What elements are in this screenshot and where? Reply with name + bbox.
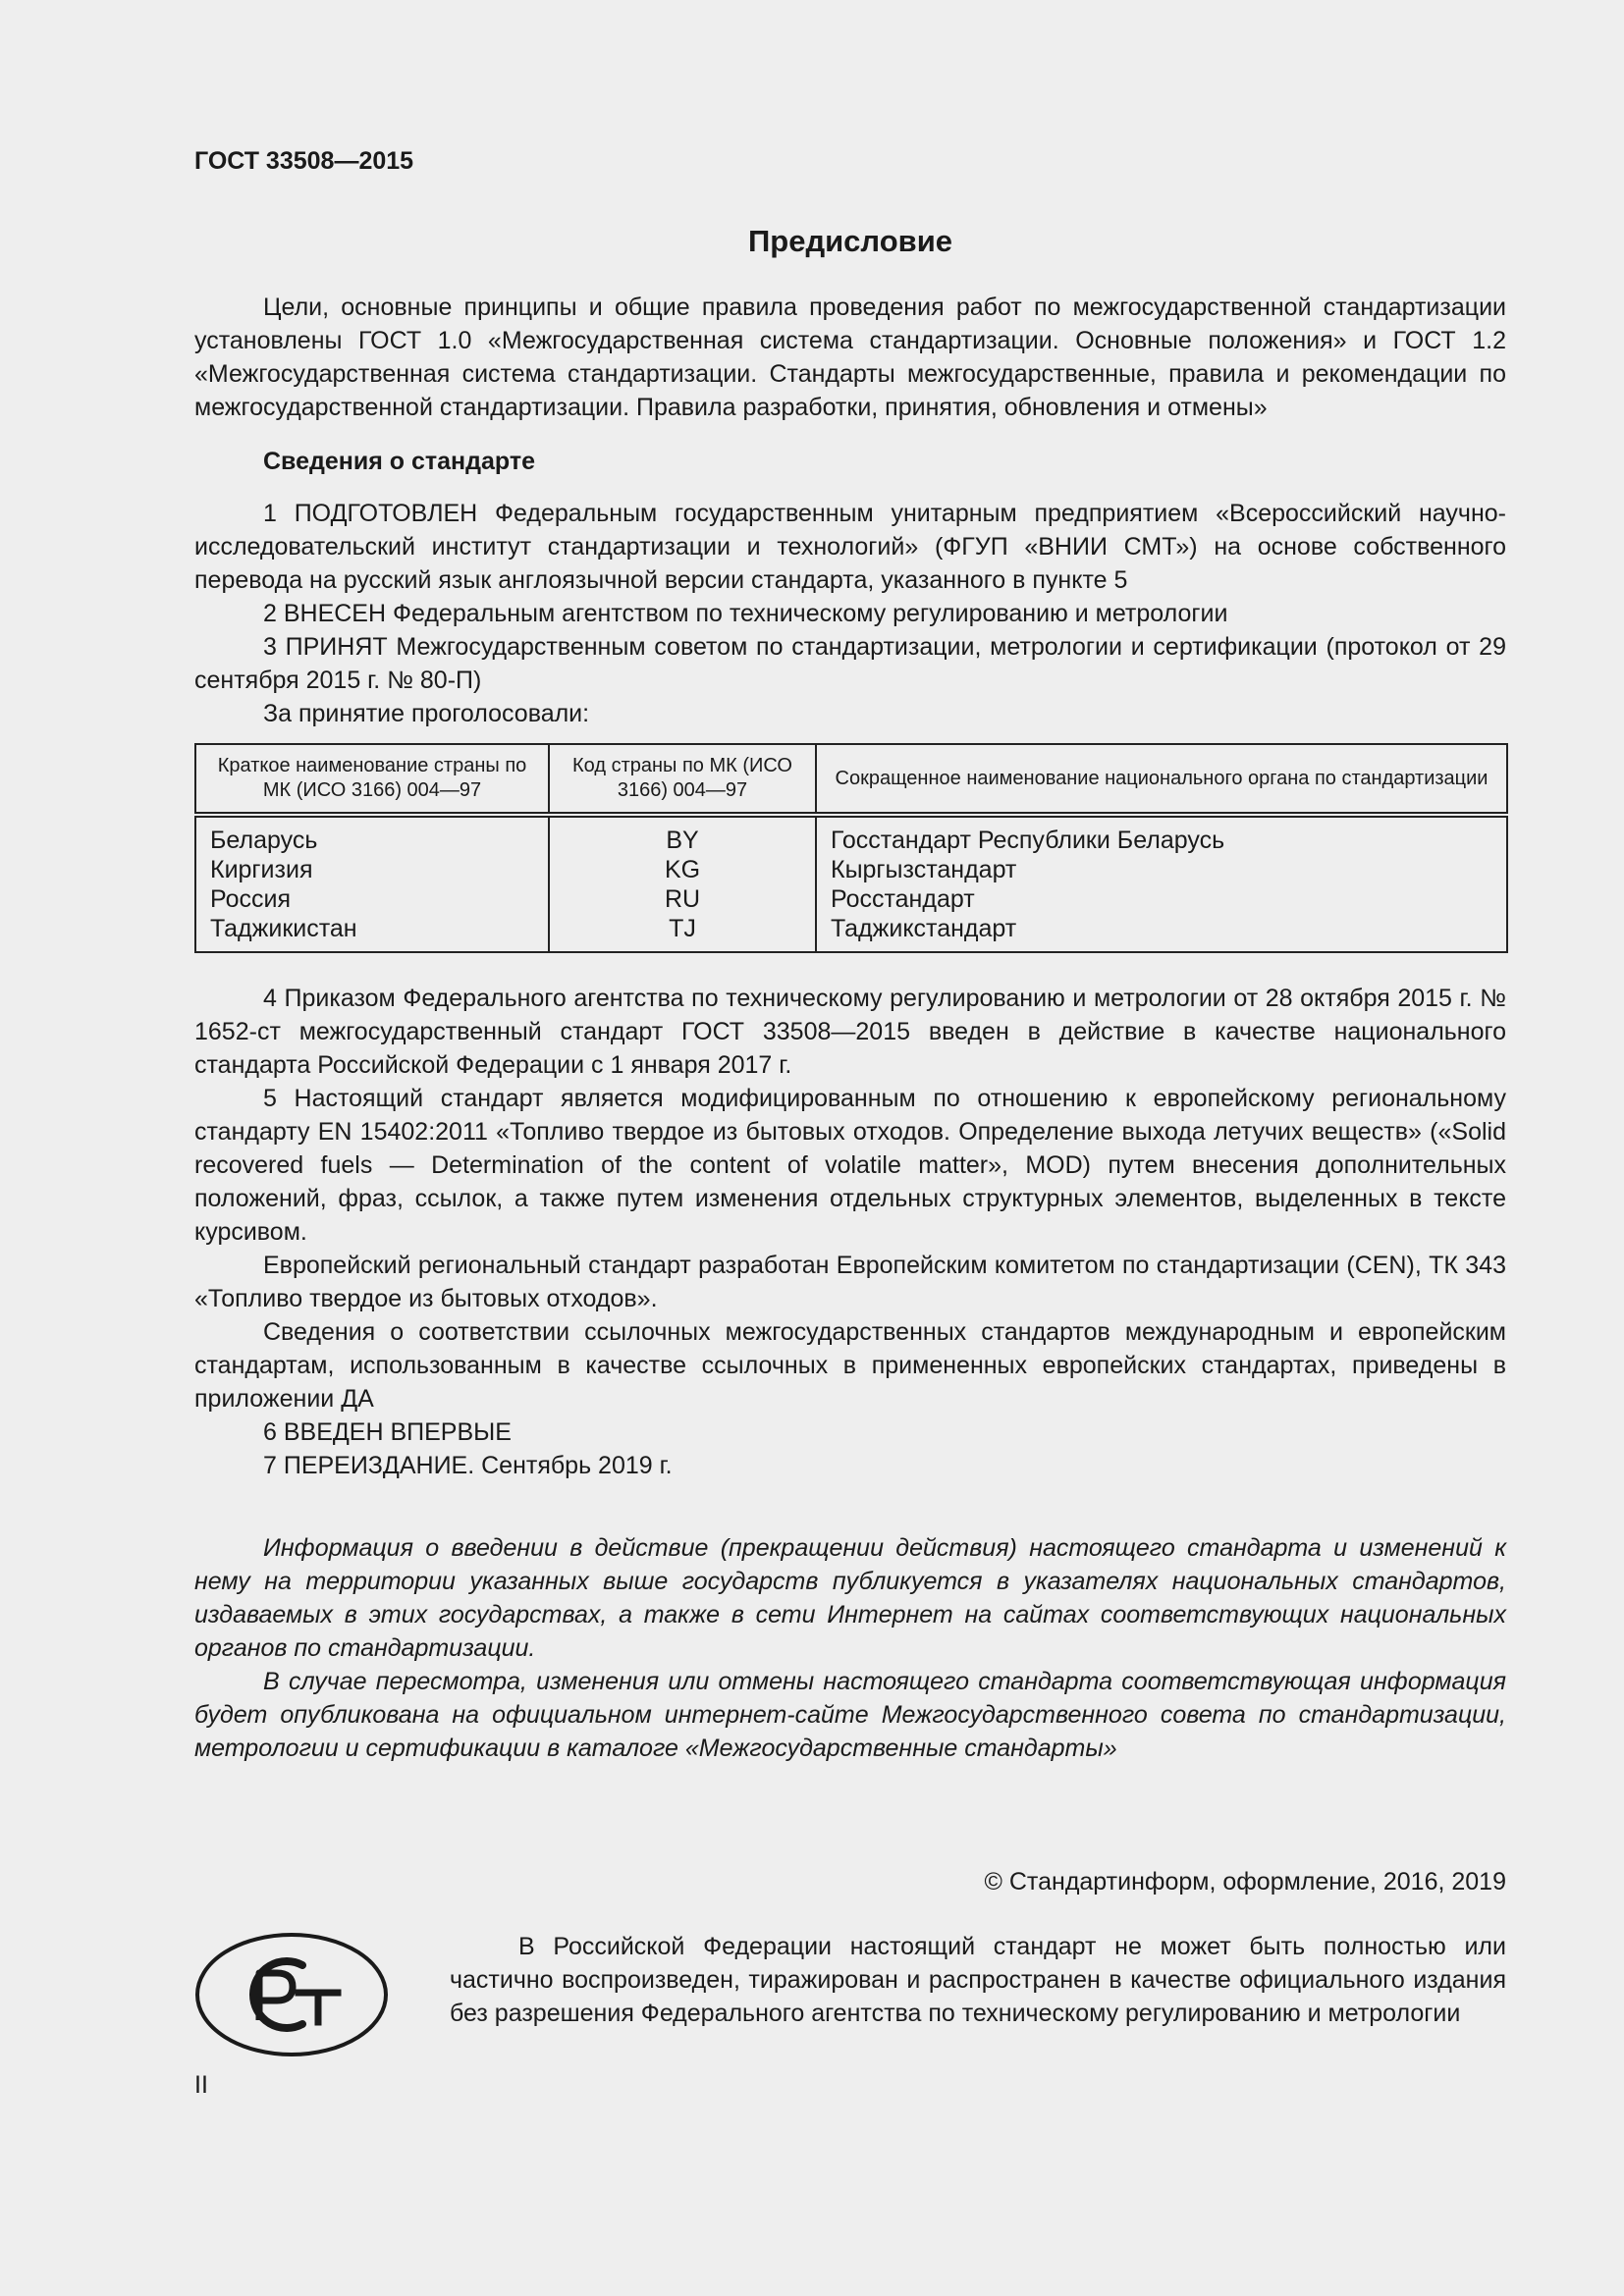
intro-paragraph: Цели, основные принципы и общие правила проведения работ по межгосударственной стандартизации установлены ГОСТ 1.0 «Межгосударственная система стандартизации. Основные положения» и ГОСТ 1.2 «Межгосударственная система стандартизации. Стандарты межгосударственные, правила и рекомендации по межгосударственной стандартизации. Правила разработки, принятия, обновления и отмены» (194, 294, 1506, 421)
notice-section (194, 1531, 1506, 1765)
intro-section (194, 291, 1506, 424)
item-voted: За принятие проголосовали: (263, 700, 590, 727)
table-row (195, 815, 1507, 855)
country-code: BY (549, 815, 816, 855)
items-section-2 (194, 982, 1506, 1482)
table-row (195, 855, 1507, 884)
national-body: Кыргызстандарт (816, 855, 1507, 884)
standard-code: ГОСТ 33508—2015 (194, 147, 414, 175)
item-order: 4 Приказом Федерального агентства по техническому регулированию и метрологии от 28 октября 2015 г. № 1652-ст межгосударственный стандарт ГОСТ 33508—2015 введен в действие в качестве национального стандарта Российской Федерации с 1 января 2017 г. (194, 985, 1506, 1079)
item-first-introduced: 6 ВВЕДЕН ВПЕРВЫЕ (263, 1418, 512, 1446)
country-name: Киргизия (195, 855, 549, 884)
rst-certification-logo-icon (194, 1932, 389, 2057)
national-body: Госстандарт Республики Беларусь (816, 815, 1507, 855)
country-name: Таджикистан (195, 914, 549, 952)
table-row (195, 914, 1507, 952)
about-heading: Сведения о стандарте (263, 448, 536, 475)
notice-paragraph: В случае пересмотра, изменения или отмены настоящего стандарта соответствующая информация будет опубликована на официальном интернет-сайте Межгосударственного совета по стандартизации, метрологии и сертификации в каталоге «Межгосударственные стандарты» (194, 1668, 1506, 1762)
table-header-row (195, 744, 1507, 815)
voting-countries-table (194, 743, 1508, 953)
legal-notice: В Российской Федерации настоящий стандарт не может быть полностью или частично воспроизведен, тиражирован и распространен в качестве официального издания без разрешения Федерального агентства по техническому регулированию и метрологии (450, 1933, 1506, 2027)
country-code: KG (549, 855, 816, 884)
country-code: RU (549, 884, 816, 914)
item-adopted: 3 ПРИНЯТ Межгосударственным советом по стандартизации, метрологии и сертификации (протокол от 29 сентября 2015 г. № 80-П) (194, 633, 1506, 694)
country-code: TJ (549, 914, 816, 952)
table-row (195, 884, 1507, 914)
items-section (194, 497, 1506, 730)
page-title: Предисловие (747, 224, 952, 258)
country-name: Беларусь (195, 815, 549, 855)
country-name: Россия (195, 884, 549, 914)
copyright-line: © Стандартинформ, оформление, 2016, 2019 (984, 1868, 1506, 1896)
about-section (194, 448, 1506, 476)
item-cen: Европейский региональный стандарт разработан Европейским комитетом по стандартизации (CEN), ТК 343 «Топливо твердое из бытовых отходов». (194, 1252, 1506, 1312)
header-code: Код страны по МК (ИСО 3166) 004—97 (549, 744, 816, 815)
item-introduced: 2 ВНЕСЕН Федеральным агентством по техническому регулированию и метрологии (263, 600, 1228, 627)
header-country: Краткое наименование страны по МК (ИСО 3166) 004—97 (195, 744, 549, 815)
item-modified: 5 Настоящий стандарт является модифицированным по отношению к европейскому региональному стандарту EN 15402:2011 «Топливо твердое из бытовых отходов. Определение выхода летучих веществ» («Solid recovered fuels — Determination of the content of volatile matter», MOD) путем внесения дополнительных положений, фраз, ссылок, а также путем изменения отдельных структурных элементов, выделенных в тексте курсивом. (194, 1085, 1506, 1246)
national-body: Росстандарт (816, 884, 1507, 914)
national-body: Таджикстандарт (816, 914, 1507, 952)
item-prepared: 1 ПОДГОТОВЛЕН Федеральным государственным унитарным предприятием «Всероссийский научно-исследовательский институт стандартизации и технологий» (ФГУП «ВНИИ СМТ») на основе собственного перевода на русский язык англоязычной версии стандарта, указанного в пункте 5 (194, 500, 1506, 594)
item-references: Сведения о соответствии ссылочных межгосударственных стандартов международным и европейским стандартам, использованным в качестве ссылочных в примененных европейских стандартах, приведены в приложении ДА (194, 1318, 1506, 1413)
item-reissue: 7 ПЕРЕИЗДАНИЕ. Сентябрь 2019 г. (263, 1452, 673, 1479)
document-page (194, 0, 1506, 2296)
header-body: Сокращенное наименование национального органа по стандартизации (816, 744, 1507, 815)
notice-paragraph: Информация о введении в действие (прекращении действия) настоящего стандарта и изменений к нему на территории указанных выше государств публикуется в указателях национальных стандартов, издаваемых в этих государствах, а также в сети Интернет на сайтах соответствующих национальных органов по стандартизации. (194, 1534, 1506, 1662)
page-number: II (194, 2071, 208, 2099)
